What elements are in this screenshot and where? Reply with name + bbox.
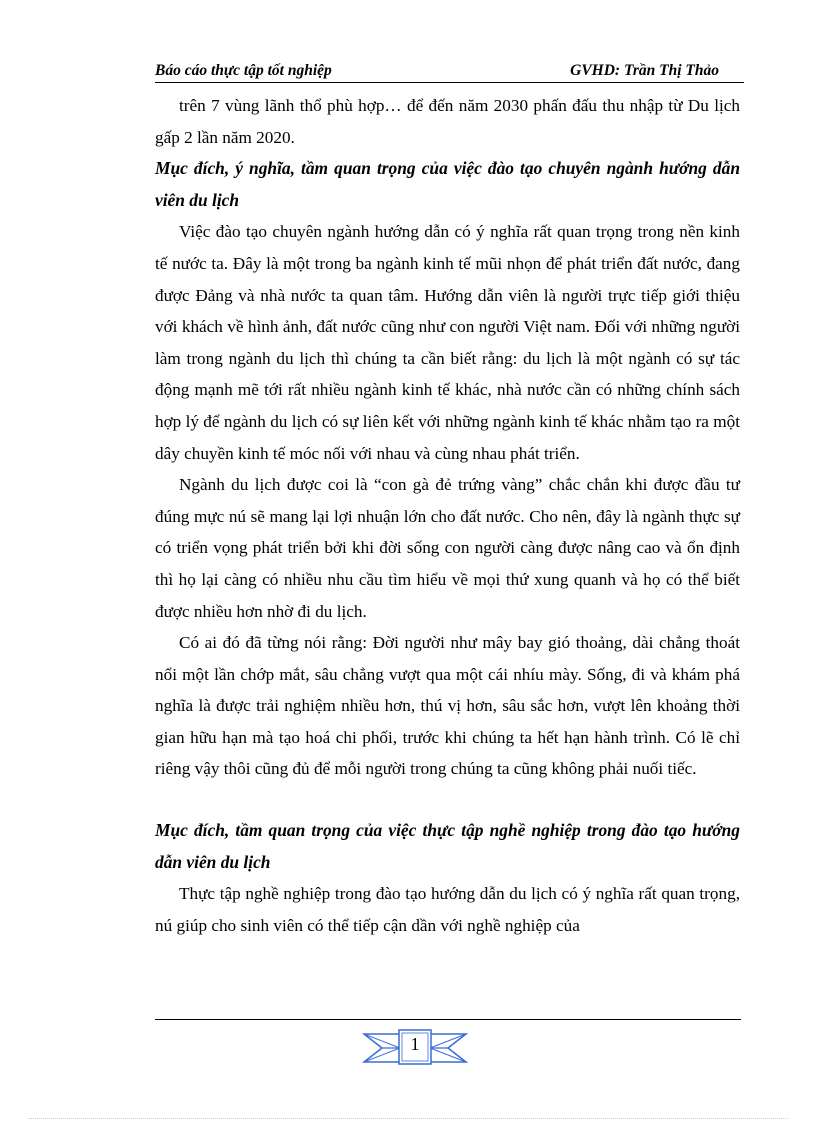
section-heading-training-purpose: Mục đích, ý nghĩa, tầm quan trọng của việc đào tạo chuyên ngành hướng dẫn viên du lịch [155, 158, 740, 210]
paragraph-tourism-golden-goose: Ngành du lịch được coi là “con gà đẻ trứng vàng” chắc chắn khi được đầu tư đúng mực nú sẽ mang lại lợi nhuận lớn cho đất nước. Cho nên, đây là ngành thực sự có triển vọng phát triển bởi khi đời sống con người càng được nâng cao và ổn định thì họ lại càng có nhiều nhu cầu tìm hiểu về mọi thứ xung quanh và họ có thể biết được nhiều hơn nhờ đi du lịch. [155, 475, 740, 621]
header-supervisor: GVHD: Trần Thị Thảo [570, 62, 719, 79]
paragraph-continuation: trên 7 vùng lãnh thổ phù hợp… để đến năm 2030 phấn đấu thu nhập từ Du lịch gấp 2 lần năm 2020. [155, 96, 740, 147]
document-body [155, 90, 740, 941]
footer-divider [155, 1019, 741, 1020]
paragraph-internship-importance: Thực tập nghề nghiệp trong đào tạo hướng dẫn du lịch có ý nghĩa rất quan trọng, nú giúp cho sinh viên có thể tiếp cận dần với nghề nghiệp của [155, 884, 740, 935]
paragraph-life-quote: Có ai đó đã từng nói rằng: Đời người như mây bay gió thoảng, dài chẳng thoát nổi một lần chớp mắt, sâu chẳng vượt qua một cái nhíu mày. Sống, đi và khám phá nghĩa là được trải nghiệm nhiều hơn, thú vị hơn, sâu sắc hơn, vượt lên khoảng thời gian hữu hạn mà tạo hoá chi phối, trước khi chúng ta hết hạn hành trình. Có lẽ chỉ riêng vậy thôi cũng đủ để mỗi người trong chúng ta cũng không phải nuối tiếc. [155, 633, 740, 779]
page-number: 1 [410, 1034, 420, 1054]
section-heading-internship-purpose: Mục đích, tầm quan trọng của việc thực tập nghề nghiệp trong đào tạo hướng dẫn viên du lịch [155, 820, 740, 872]
paragraph-training-importance: Việc đào tạo chuyên ngành hướng dẫn có ý nghĩa rất quan trọng trong nền kinh tế nước ta. Đây là một trong ba ngành kinh tế mũi nhọn để phát triển đất nước, đang được Đảng và nhà nước ta quan tâm. Hướng dẫn viên là người trực tiếp giới thiệu với khách về hình ảnh, đất nước cũng như con người Việt nam. Đối với những người làm trong ngành du lịch thì chúng ta cần biết rằng: du lịch là một ngành có sự tác động mạnh mẽ tới rất nhiều ngành kinh tế khác, nhà nước cần có những chính sách hợp lý để ngành du lịch có sự liên kết với những ngành kinh tế khác nhằm tạo ra một dây chuyền kinh tế móc nối với nhau và cùng nhau phát triển. [155, 222, 740, 463]
header-report-title: Báo cáo thực tập tốt nghiệp [155, 62, 332, 79]
section-spacer [155, 785, 740, 815]
page-number-badge [360, 1024, 470, 1068]
page-bottom-edge [28, 1118, 788, 1119]
page-header [155, 60, 744, 83]
